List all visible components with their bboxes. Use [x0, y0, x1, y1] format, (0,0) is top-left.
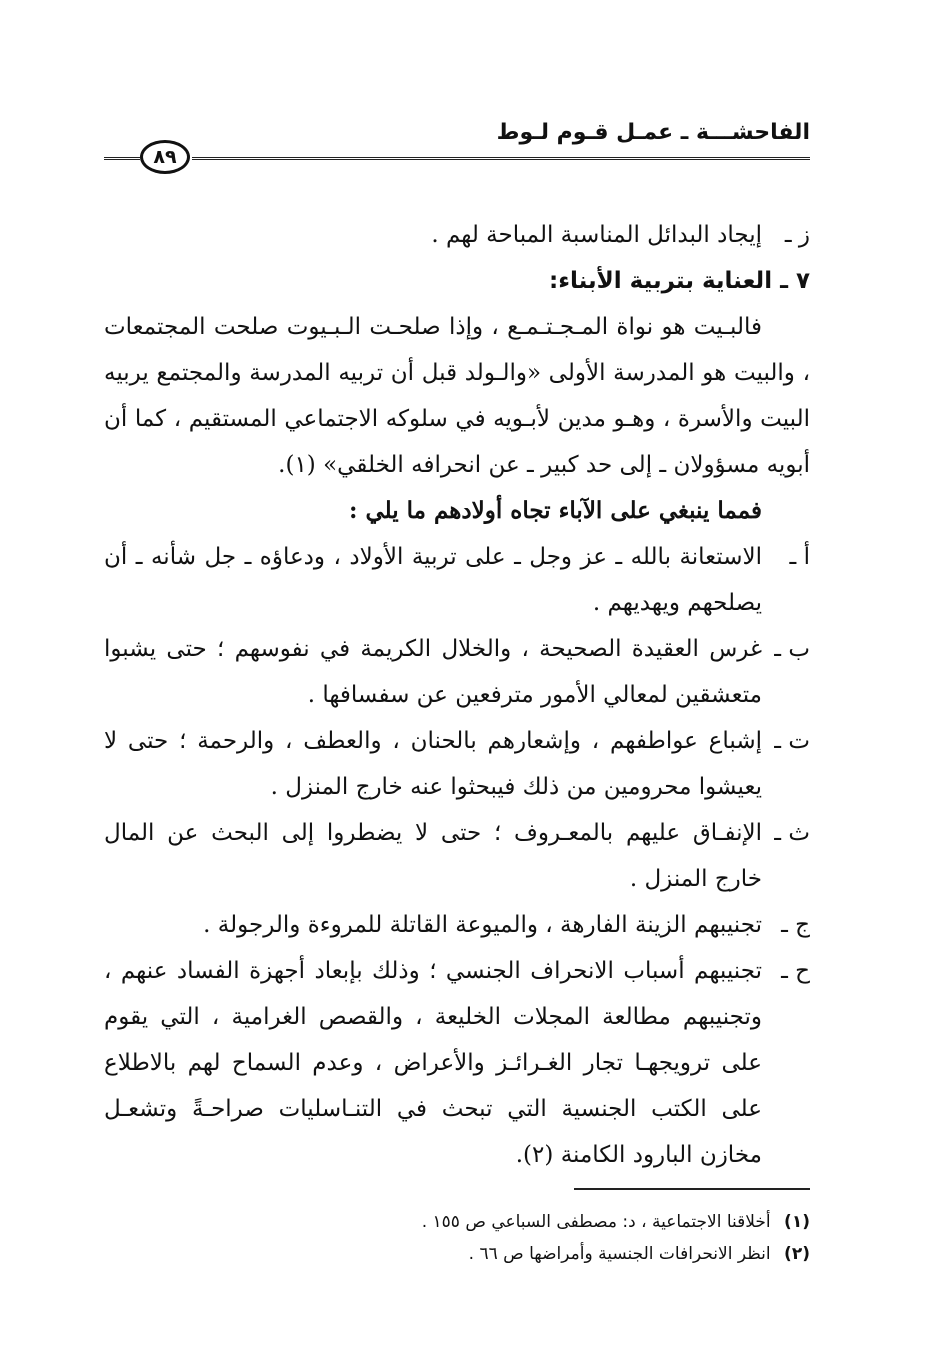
list-item-z [104, 212, 810, 258]
footnote [104, 1206, 810, 1238]
footnote [104, 1238, 810, 1270]
page-number: ٨٩ [140, 140, 190, 174]
list-text: الاستعانة بالله ـ عز وجل ـ على تربية الأولاد ، ودعاؤه ـ جل شأنه ـ أن يصلحهم ويهديهم . [104, 544, 762, 616]
list-marker: ب ـ [774, 636, 810, 662]
list-marker: ت ـ [774, 728, 810, 754]
list-item [104, 534, 810, 626]
footnote-rule [574, 1188, 810, 1190]
header-rule-left [104, 157, 140, 160]
footnote-number: (٢) [784, 1244, 810, 1264]
body-paragraph: فالبـيت هو نواة المـجـتـمـع ، وإذا صلحـت الـبـيوت صلحت المجتمعات ، والبيت هو المدرسة الأولى «والـولد قبل أن تربيه المدرسة والمجتمع يربيه البيت والأسرة ، وهـو مدين لأبـويه في سلوكه الاجتماعي المستقيم ، كما أن أبويه مسؤولان ـ إلى حد كبير ـ عن انحرافه الخلقي» (١). [104, 314, 810, 478]
list-marker: أ ـ [789, 544, 810, 570]
section-title: ٧ ـ العناية بتربية الأبناء: [549, 268, 810, 294]
list-item [104, 948, 810, 1178]
list-item [104, 810, 810, 902]
running-head: الفاحشـــة ـ عمـل قـوم لـوط [496, 120, 810, 145]
list-text: تجنيبهم الزينة الفارهة ، والميوعة القاتلة للمروءة والرجولة . [203, 912, 762, 938]
list-item [104, 718, 810, 810]
lead-sentence: فمما ينبغي على الآباء تجاه أولادهم ما يلي : [348, 497, 762, 524]
footnote-number: (١) [784, 1212, 810, 1232]
list-item [104, 902, 810, 948]
list-marker: ز ـ [784, 222, 810, 248]
list-marker: ث ـ [774, 820, 810, 846]
list-marker: ح ـ [781, 958, 810, 984]
list-text: إيجاد البدائل المناسبة المباحة لهم . [431, 222, 762, 248]
page-body [104, 212, 810, 1178]
footnote-text: انظر الانحرافات الجنسية وأمراضها ص ٦٦ . [468, 1244, 771, 1264]
list-item [104, 626, 810, 718]
header-rule-right [192, 157, 810, 160]
list-text: غرس العقيدة الصحيحة ، والخلال الكريمة في نفوسهم ؛ حتى يشبوا متعشقين لمعالي الأمور مترفعين عن سفسافها . [104, 636, 762, 708]
list-marker: ج ـ [781, 912, 810, 938]
list-text: تجنيبهم أسباب الانحراف الجنسي ؛ وذلك بإبعاد أجهزة الفساد عنهم ، وتجنيبهم مطالعة المجلات الخليعة ، والقصص الغرامية ، التي يقوم على ترويجهـا تجار الغـرائـز والأعراض ، وعدم السماح لهم بالاطلاع على الكتب الجنسية التي تبحث في التنـاسليات صراحـةً وتشعـل مخازن البارود الكامنة (٢). [104, 958, 762, 1168]
list-text: إشباع عواطفهم ، وإشعارهم بالحنان ، والعطف ، والرحمة ؛ حتى لا يعيشوا محرومين من ذلك فيبحثوا عنه خارج المنزل . [104, 728, 762, 800]
footnote-text: أخلاقنا الاجتماعية ، د: مصطفى السباعي ص ١٥٥ . [421, 1212, 771, 1232]
list-text: الإنفـاق عليهم بالمعـروف ؛ حتى لا يضطروا إلى البحث عن المال خارج المنزل . [104, 820, 762, 892]
footnotes [104, 1206, 810, 1270]
